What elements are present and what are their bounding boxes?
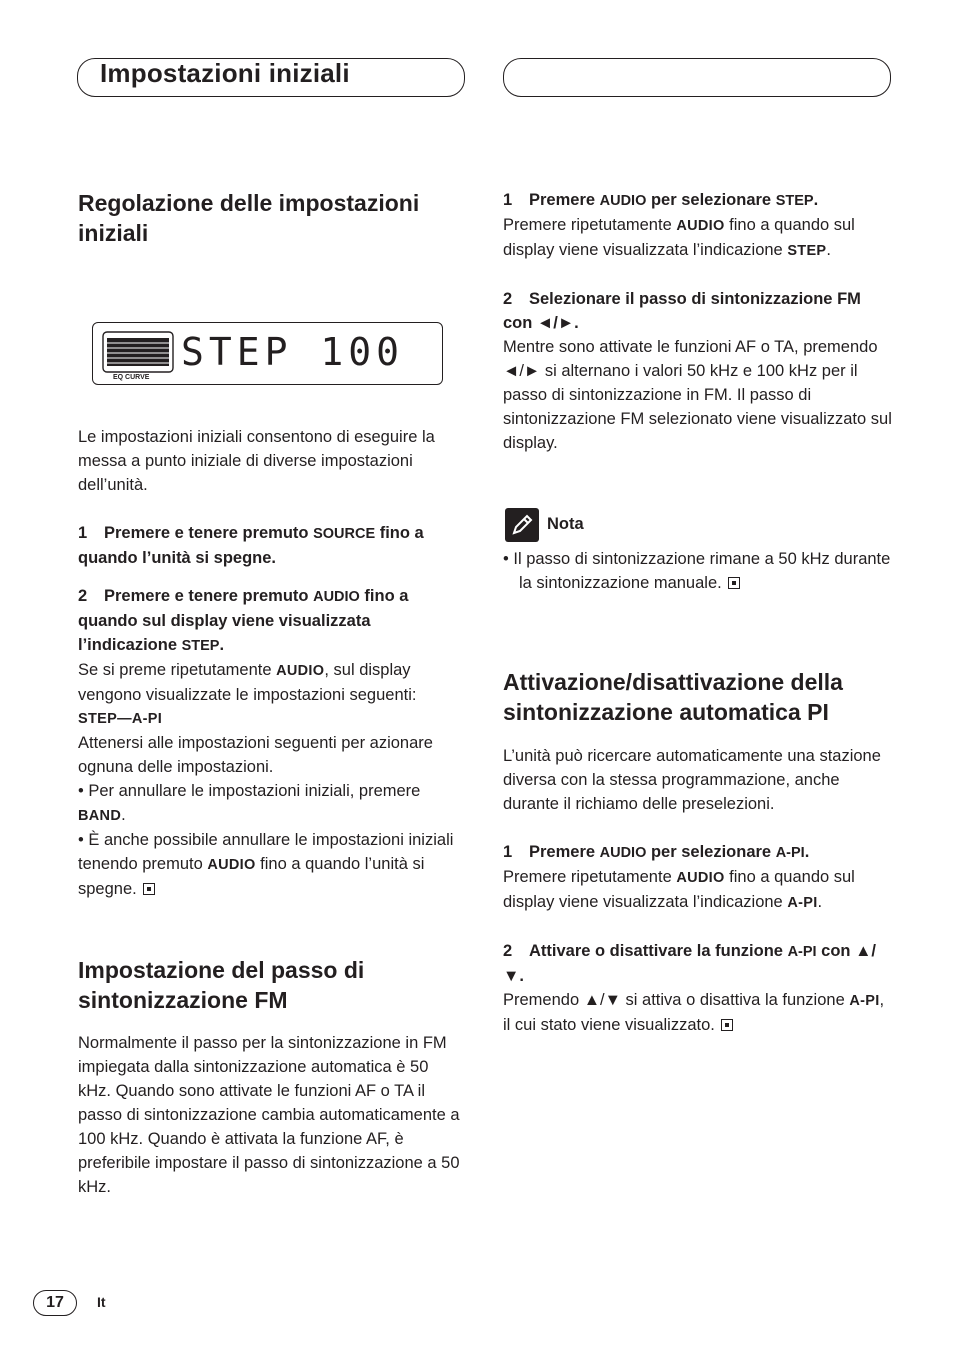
fm-step-body: Normalmente il passo per la sintonizzazione in FM impiegata dalla sintonizzazione automatica è 50 kHz. Quando sono attivate le funzioni AF o TA il passo di sintonizzazione cambia automaticamente a 100 kHz. Quando è attivata la funzione AF, è preferibile impostare il passo di sintonizzazione a 50 kHz. <box>78 1034 460 1196</box>
step-1: 1 Premere e tenere premuto SOURCE fino a quando l’unità si spegne. <box>78 524 424 567</box>
section-title-initial-settings: Regolazione delle impostazioni iniziali <box>78 190 420 246</box>
lcd-display-graphic <box>93 323 441 383</box>
page-number: 17 <box>33 1290 77 1316</box>
right-col-pi <box>503 744 893 1037</box>
end-mark-icon <box>728 577 740 589</box>
bullet-cancel-band: • Per annullare le impostazioni iniziali, premere BAND. <box>78 782 421 824</box>
note-icon <box>505 508 539 542</box>
right-col-fm-steps <box>503 188 893 455</box>
header-right-frame <box>503 58 891 97</box>
pi-step-2: 2 Attivare o disattivare la funzione A-PI con ▲/▼. <box>503 942 876 985</box>
intro-paragraph: Le impostazioni iniziali consentono di eseguire la messa a punto iniziale di diverse impostazioni dell’unità. <box>78 428 435 494</box>
fm-step-2-body: Mentre sono attivate le funzioni AF o TA, premendo ◄/► si alternano i valori 50 kHz e 100 kHz per il passo di sintonizzazione in FM. Il passo di sintonizzazione FM selezionato viene visualizzato sul display. <box>503 338 892 452</box>
fm-step-paragraph <box>78 1031 463 1199</box>
fm-step-2: 2 Selezionare il passo di sintonizzazione FM con ◄/►. <box>503 290 861 332</box>
end-mark-icon <box>143 883 155 895</box>
end-mark-icon <box>721 1019 733 1031</box>
pi-intro: L’unità può ricercare automaticamente una stazione diversa con la stessa programmazione, anche durante il richiamo delle preselezioni. <box>503 747 881 813</box>
lcd-text: STEP 100 <box>181 330 405 374</box>
fm-step-1: 1 Premere AUDIO per selezionare STEP. <box>503 191 819 209</box>
settings-instructions: Attenersi alle impostazioni seguenti per azionare ognuna delle impostazioni. <box>78 734 433 776</box>
step-2: 2 Premere e tenere premuto AUDIO fino a quando sul display viene visualizzata l’indicazione STEP. <box>78 587 409 654</box>
note-title: Nota <box>547 515 584 533</box>
bullet-cancel-audio: • È anche possibile annullare le impostazioni iniziali tenendo premuto AUDIO fino a quando l’unità si spegne. <box>78 831 454 898</box>
step-2-body: Se si preme ripetutamente AUDIO, sul display vengono visualizzate le impostazioni seguenti: <box>78 661 417 704</box>
eq-curve-label: EQ CURVE <box>113 374 150 381</box>
left-col-text <box>78 425 468 901</box>
note-bullet: • Il passo di sintonizzazione rimane a 50 kHz durante la sintonizzazione manuale. <box>503 550 891 592</box>
fm-step-1-body: Premere ripetutamente AUDIO fino a quando sul display viene visualizzata l’indicazione STEP. <box>503 216 855 259</box>
language-code: It <box>97 1294 106 1310</box>
lcd-display <box>92 322 443 385</box>
section-title-auto-pi: Attivazione/disattivazione della sintonizzazione automatica PI <box>503 669 843 725</box>
settings-sequence: STEP—A-PI <box>78 711 163 727</box>
pi-step-1: 1 Premere AUDIO per selezionare A-PI. <box>503 843 810 861</box>
pi-step-2-body: Premendo ▲/▼ si attiva o disattiva la funzione A-PI, il cui stato viene visualizzato. <box>503 991 885 1034</box>
page-title: Impostazioni iniziali <box>100 58 350 88</box>
pi-step-1-body: Premere ripetutamente AUDIO fino a quando sul display viene visualizzata l’indicazione A-PI. <box>503 868 855 911</box>
section-title-fm-step: Impostazione del passo di sintonizzazione FM <box>78 957 365 1013</box>
note-body <box>503 547 893 595</box>
